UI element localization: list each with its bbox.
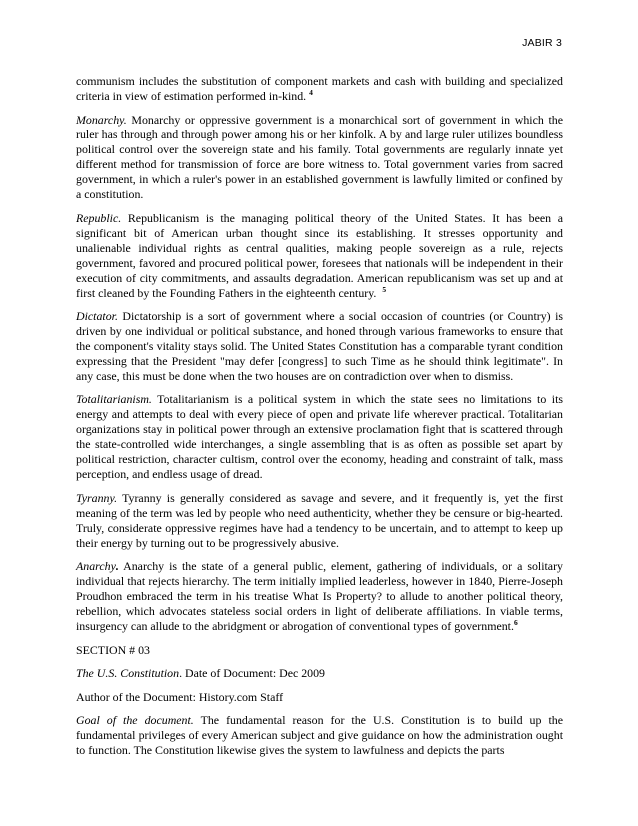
paragraph-text: Republicanism is the managing political theory of the United States. It has been a significant bit of American urban thought since its establishing. It stresses opportunity and unalienable individual rights as central qualities, making people sovereign as a rule, rejects government, favored and procured political power, foresees that nationals will be independent in their execution of city commitments, and assaults degradation. American republicanism was set up and at first cleaned by the Founding Fathers in the eighteenth century. — [76, 210, 563, 300]
term-label: Dictator. — [76, 309, 118, 324]
paragraph-text: communism includes the substitution of component markets and cash with building and specialized criteria in view of estimation performed in-kind. — [76, 74, 563, 103]
term-label: Goal of the document. — [76, 713, 194, 728]
source-date: . Date of Document: Dec 2009 — [179, 666, 326, 681]
paragraph-dictator — [76, 309, 563, 384]
paragraph-text: Monarchy or oppressive government is a monarchical sort of government in which the ruler has through and through power among his or her kinfolk. A by and large ruler utilizes boundless political control over the sovereign state and his family. Total governments are regularly innate yet different method for transmission of force are bore witness to. Total government varies from sacred government, in which a ruler's power in an established government is lawfully limited or confined by a constitution. — [76, 112, 563, 202]
author-line: Author of the Document: History.com Staff — [76, 689, 284, 704]
term-dot: . — [115, 559, 119, 574]
paragraph-text: Dictatorship is a sort of government where a social occasion of countries (or Country) is driven by one individual or political substance, and honed through various frameworks to ensure that the component's vitality stays solid. The United States Constitution has a comparable tyrant condition expressing that the President "may defer [congress] to such Time as he should think legitimate". In any case, this must be done when the two houses are on contradiction over when to dismiss. — [76, 309, 563, 383]
paragraph-communism — [76, 74, 563, 104]
paragraph-monarchy — [76, 113, 563, 203]
running-head: JABIR 3 — [522, 37, 562, 49]
paragraph-tyranny — [76, 491, 563, 551]
paragraph-text: Totalitarianism is a political system in which the state sees no limitations to its energy and attempts to deal with every piece of open and private life wherever practical. Totalitarian organizations stay in political power through an extensive proclamation fight that is scattered through the state-controlled wide interchanges, a single assembling that is as often as possible set apart by political restriction, character cultism, control over the economy, heading and constraint of talk, mass perception, and endless usage of dread. — [76, 392, 563, 482]
paragraph-totalitarianism — [76, 392, 563, 482]
paragraph-goal — [76, 713, 563, 758]
term-label: Anarchy — [76, 559, 116, 574]
document-body — [76, 74, 563, 767]
term-label: Republic. — [76, 210, 122, 225]
section-heading: SECTION # 03 — [76, 642, 150, 657]
paragraph-republic — [76, 211, 563, 301]
term-label: Totalitarianism. — [76, 392, 152, 407]
footnote-ref: 4 — [309, 87, 313, 97]
paragraph-text: Anarchy is the state of a general public, element, gathering of individuals, or a solitary individual that rejects hierarchy. The term initially implied leaderless, however in 1840, Pierre-Joseph Proudhon embraced the term in his treatise What Is Property? to allude to another political theory, rebellion, which advocates stateless social orders in light of deliberate affiliations. In viable terms, insurgency can allude to the abridgment or abrogation of conventional types of government. — [76, 559, 563, 634]
term-label: Monarchy. — [76, 112, 127, 127]
footnote-ref: 5 — [382, 284, 387, 294]
paragraph-anarchy — [76, 559, 563, 634]
footnote-ref: 6 — [513, 618, 518, 628]
source-line — [76, 666, 563, 681]
term-label: Tyranny. — [76, 490, 118, 505]
paragraph-text: The fundamental reason for the U.S. Constitution is to build up the fundamental privileges of every American subject and give guidance on how the administration ought to function. The Constitution likewise gives the system to lawfulness and depicts the parts — [76, 713, 563, 758]
paragraph-text: Tyranny is generally considered as savage and severe, and it frequently is, yet the first meaning of the term was led by people who need authenticity, whether they be censure or big-hearted. Truly, considerate oppressive regimes have had a tendency to be uncertain, and to attempt to keep up their energy by turning out to be progressively abusive. — [76, 490, 563, 550]
source-title: The U.S. Constitution — [76, 666, 180, 681]
